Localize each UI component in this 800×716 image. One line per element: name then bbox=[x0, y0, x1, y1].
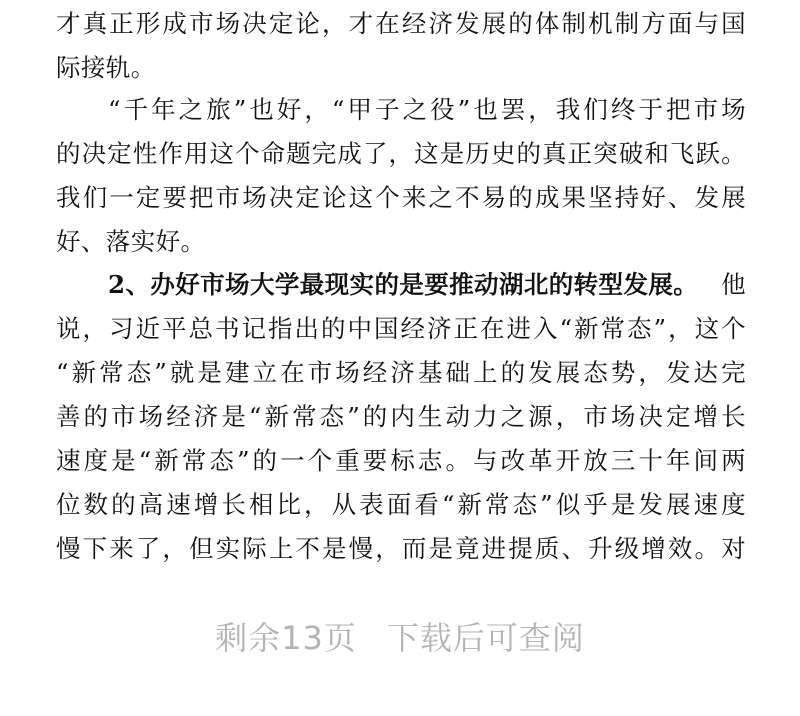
paragraph-line: 我们一定要把市场决定论这个来之不易的成果坚持好、发展 bbox=[56, 183, 746, 212]
remaining-pages-notice[interactable] bbox=[0, 612, 800, 664]
paragraph-line: “千年之旅”也好，“甲子之役”也罢，我们终于把市场 bbox=[108, 95, 746, 124]
download-to-read-label: 下载后可查阅 bbox=[386, 619, 585, 657]
paragraph-line: 际接轨。 bbox=[56, 53, 156, 82]
paragraph-text: 他 bbox=[721, 270, 746, 299]
remaining-pages-label: 剩余13页 bbox=[215, 619, 357, 657]
paragraph-line: 说，习近平总书记指出的中国经济正在进入“新常态”，这个 bbox=[56, 314, 746, 343]
paragraph-line: 才真正形成市场决定论，才在经济发展的体制机制方面与国 bbox=[56, 9, 746, 38]
section-heading-line bbox=[108, 263, 746, 307]
paragraph-line: 位数的高速增长相比，从表面看“新常态”似乎是发展速度 bbox=[56, 490, 746, 519]
paragraph-line: 好、落实好。 bbox=[56, 227, 206, 256]
paragraph-line: “新常态”就是建立在市场经济基础上的发展态势，发达完 bbox=[56, 358, 746, 387]
paragraph-line: 善的市场经济是“新常态”的内生动力之源，市场决定增长 bbox=[56, 402, 746, 431]
paragraph-line: 速度是“新常态”的一个重要标志。与改革开放三十年间两 bbox=[56, 446, 746, 475]
section-heading: 2、办好市场大学最现实的是要推动湖北的转型发展。 bbox=[108, 270, 699, 299]
paragraph-line: 慢下来了，但实际上不是慢，而是竟进提质、升级增效。对 bbox=[56, 534, 746, 563]
paragraph-line: 的决定性作用这个命题完成了，这是历史的真正突破和飞跃。 bbox=[56, 139, 746, 168]
